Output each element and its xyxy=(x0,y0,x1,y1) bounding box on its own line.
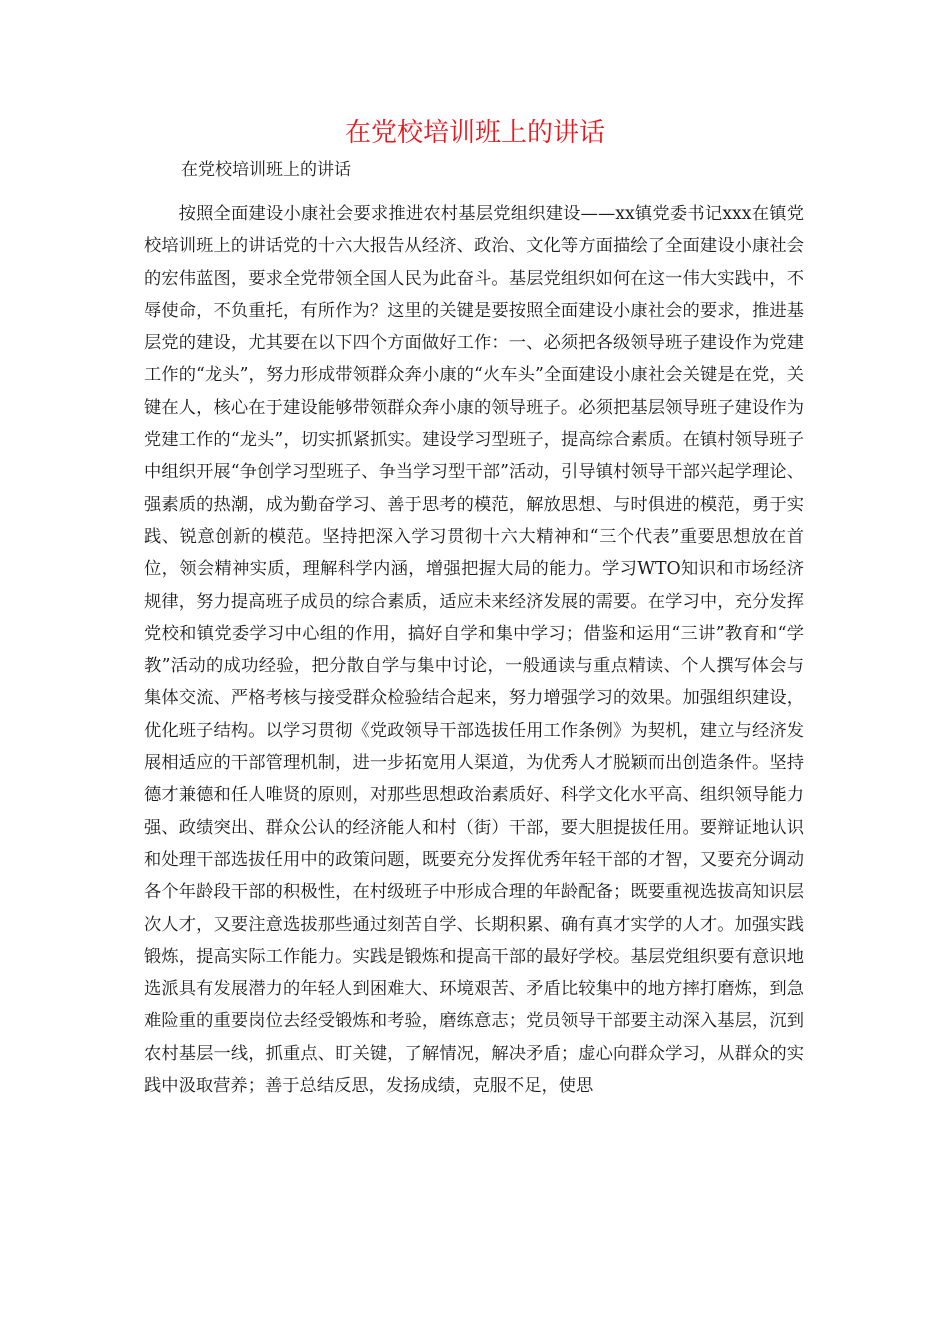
document-subtitle: 在党校培训班上的讲话 xyxy=(181,160,351,180)
document-title: 在党校培训班上的讲话 xyxy=(344,118,605,148)
body-paragraph: 按照全面建设小康社会要求推进农村基层党组织建设——xx镇党委书记xxx在镇党校培训班上的讲话党的十六大报告从经济、政治、文化等方面描绘了全面建设小康社会的宏伟蓝图，要求全党带领全国人民为此奋斗。基层党组织如何在这一伟大实践中，不辱使命，不负重托，有所作为？这里的关键是要按照全面建设小康社会的要求，推进基层党的建设，尤其要在以下四个方面做好工作：一、必须把各级领导班子建设作为党建工作的“龙头”，努力形成带领群众奔小康的“火车头”全面建设小康社会关键是在党，关键在人，核心在于建设能够带领群众奔小康的领导班子。必须把基层领导班子建设作为党建工作的“龙头”，切实抓紧抓实。建设学习型班子，提高综合素质。在镇村领导班子中组织开展“争创学习型班子、争当学习型干部”活动，引导镇村领导干部兴起学理论、强素质的热潮，成为勤奋学习、善于思考的模范，解放思想、与时俱进的模范，勇于实践、锐意创新的模范。坚持把深入学习贯彻十六大精神和“三个代表”重要思想放在首位，领会精神实质，理解科学内涵，增强把握大局的能力。学习WTO知识和市场经济规律，努力提高班子成员的综合素质，适应未来经济发展的需要。在学习中，充分发挥党校和镇党委学习中心组的作用，搞好自学和集中学习；借鉴和运用“三讲”教育和“学教”活动的成功经验，把分散自学与集中讨论，一般通读与重点精读、个人撰写体会与集体交流、严格考核与接受群众检验结合起来，努力增强学习的效果。加强组织建设，优化班子结构。以学习贯彻《党政领导干部选拔任用工作条例》为契机，建立与经济发展相适应的干部管理机制，进一步拓宽用人渠道，为优秀人才脱颖而出创造条件。坚持德才兼德和任人唯贤的原则，对那些思想政治素质好、科学文化水平高、组织领导能力强、政绩突出、群众公认的经济能人和村（街）干部，要大胆提拔任用。要辩证地认识和处理干部选拔任用中的政策问题，既要充分发挥优秀年轻干部的才智，又要充分调动各个年龄段干部的积极性，在村级班子中形成合理的年龄配备；既要重视选拔高知识层次人才，又要注意选拔那些通过刻苦自学、长期积累、确有真才实学的人才。加强实践锻炼，提高实际工作能力。实践是锻炼和提高干部的最好学校。基层党组织要有意识地选派具有发展潜力的年轻人到困难大、环境艰苦、矛盾比较集中的地方摔打磨炼，到急难险重的重要岗位去经受锻炼和考验，磨练意志；党员领导干部要主动深入基层，沉到农村基层一线，抓重点、盯关键，了解情况，解决矛盾；虚心向群众学习，从群众的实践中汲取营养；善于总结反思，发扬成绩，克服不足，使思 xyxy=(144,204,804,1097)
